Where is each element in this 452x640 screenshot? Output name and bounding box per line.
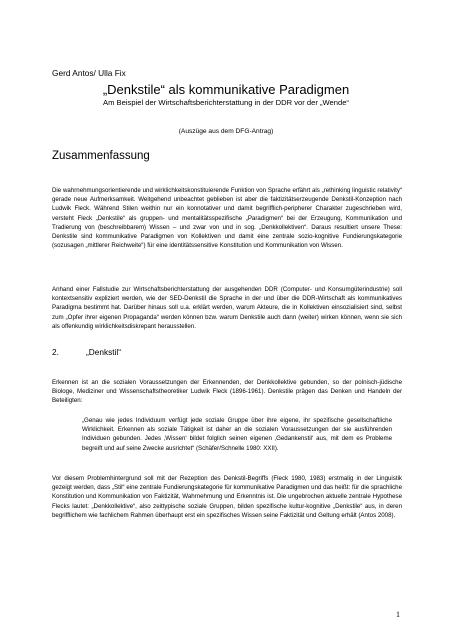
- document-subtitle: Am Beispiel der Wirtschaftsberichterstattung in der DDR vor der „Wende“: [103, 98, 349, 107]
- section-heading-summary: Zusammenfassung: [52, 150, 150, 162]
- summary-paragraph-1: Die wahrnehmungsorientierende und wirklichkeitskonstituierende Funktion von Sprache erfährt als „rethinking linguistic relativity“ gerade neue Aufmerksamkeit. Weitgehend unbeachtet geblieben ist aber die faktizitätserzeugende Denkstil-Konzeption nach Ludwik Fleck. Während Stilen weithin nur ein konnotativer und damit begrifflich-peripherer Charakter zugeschrieben wird, versteht Fleck „Denkstile“ als gruppen- und mentalitätsspezifische „Paradigmen“ bei der Erzeugung, Kommunikation und Tradierung von (beschreibbarem) Wissen – und zwar von und in sog. „Denkkollektiven“. Daraus resultiert unsere These: Denkstile sind kommunikative Paradigmen von Kollektiven und damit eine zentrale sozio-kognitive Fundierungskategorie (sozusagen „mittlerer Reichweite“) für eine identitätssensitive Konstitution und Kommunikation von Wissen.: [52, 187, 402, 250]
- excerpt-note: (Auszüge aus dem DFG-Antrag): [178, 128, 274, 135]
- summary-paragraph-2: Anhand einer Fallstudie zur Wirtschaftsberichterstattung der ausgehenden DDR (Computer- und Konsumgüterindustrie) soll kontextsensitiv expliziert werden, wie der SED-Denkstil die Sprache in der und über die DDR-Wirtschaft als kommunikatives Paradigma bestimmt hat. Darüber hinaus soll u.a. erklärt werden, warum Akteure, die in Kollektiven einsozialisiert sind, selbst zum „Opfer ihrer eigenen Propaganda“ werden können bzw. warum Denkstile auch dann (weiter) wirken können, wenn sie sich als offenkundig wirklichkeitsdiskrepant herausstellen.: [52, 286, 402, 330]
- section-heading-denkstil: [52, 347, 121, 357]
- body-paragraph-1: Erkennen ist an die sozialen Voraussetzungen der Erkennenden, der Denkkollektive gebunden, so der polnisch-jüdische Biologe, Mediziner und Wissenschaftstheoretiker Ludwik Fleck (1896-1961). Denkstile prägen das Denken und Handeln der Beteiligten:: [52, 379, 402, 405]
- section-number: 2.: [52, 347, 59, 357]
- authors: Gerd Antos/ Ulla Fix: [52, 68, 126, 78]
- section-title: „Denkstil“: [86, 347, 122, 357]
- block-quote: „Genau wie jedes Individuum verfügt jede soziale Gruppe über ihre eigene, ihr spezifische gesellschaftliche Wirklichkeit. Erkennen als soziale Tätigkeit ist daher an die sozialen Voraussetzungen der sie ausführenden Individuen gebunden. Jedes ‚Wissen‘ bildet folglich seinen eigenen ‚Gedankenstil‘ aus, mit dem es Probleme begreift und auf seine Zwecke ausrichtet“ (Schäfer/Schnelle 1980: XXII).: [82, 417, 392, 452]
- body-paragraph-2: Vor diesem Problemhintergrund soll mit der Rezeption des Denkstil-Begriffs (Fleck 1980, 1983) erstmalig in der Linguistik gezeigt werden, dass „Stil“ eine zentrale Fundierungskategorie für kommunikative Paradigmen und das heißt: für die sprachliche Konstitution und Kommunikation von Faktizität, Wahrnehmung und Erkenntnis ist. Die ungebrochen aktuelle zentrale Hypothese Flecks lautet: „Denkkollektive“, also zeittypische soziale Gruppen, bilden spezifische kultur-kognitive „Denkstile“ aus, in deren begrifflichem wie fachlichem Rahmen überhaupt erst ein spezifisches Wissen seine Faktizität und Geltung erhält (Antos 2008).: [52, 475, 402, 519]
- document-title: „Denkstile“ als kommunikative Paradigmen: [102, 82, 350, 97]
- page-number: 1: [396, 610, 400, 619]
